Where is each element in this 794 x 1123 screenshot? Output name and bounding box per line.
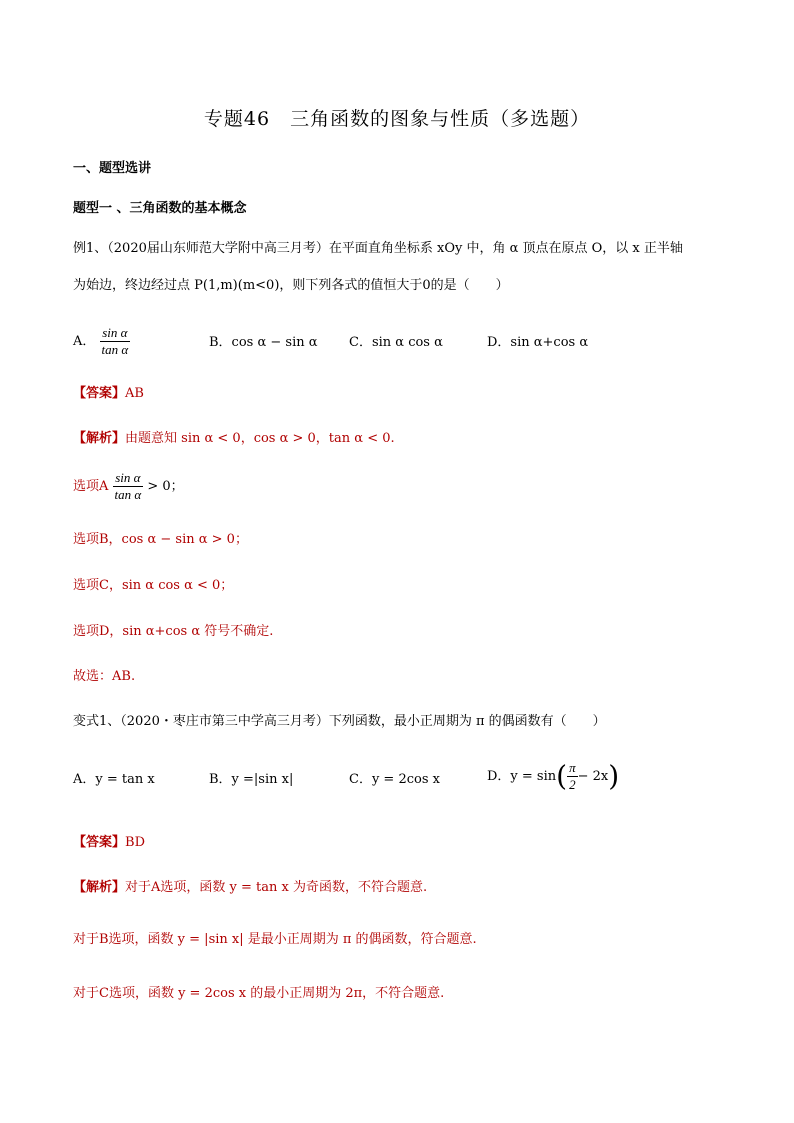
variation1-analysis-c: 对于C选项，函数 y = 2cos x 的最小正周期为 2π，不符合题意. bbox=[73, 986, 445, 1001]
variation1-analysis-a bbox=[73, 879, 427, 897]
variation1-line1: 变式1、（2020・枣庄市第三中学高三月考）下列函数，最小正周期为 π 的偶函数有（ ） bbox=[73, 714, 606, 729]
analysis-text: 由题意知 sin α < 0，cos α > 0，tan α < 0. bbox=[125, 431, 395, 446]
example1-option-a bbox=[73, 325, 130, 358]
page-title: 专题46 三角函数的图象与性质（多选题） bbox=[203, 108, 591, 130]
answer-value: BD bbox=[125, 835, 145, 850]
example1-option-d: D．sin α+cos α bbox=[487, 335, 589, 350]
right-paren-icon: ) bbox=[608, 759, 620, 793]
section-heading: 一、题型选讲 bbox=[73, 161, 152, 176]
variation1-option-b: B．y =|sin x| bbox=[209, 772, 294, 787]
example1-analysis-line bbox=[73, 430, 395, 448]
variation1-answer-line bbox=[73, 834, 145, 852]
analysis-tag: 【解析】 bbox=[73, 880, 126, 895]
example1-option-b: B．cos α − sin α bbox=[209, 335, 318, 350]
analysis-tag: 【解析】 bbox=[73, 431, 126, 446]
example1-line1: 例1、（2020届山东师范大学附中高三月考）在平面直角坐标系 xOy 中，角 α 顶点在原点 O，以 x 正半轴 bbox=[73, 241, 683, 256]
solution-a-denominator: tan α bbox=[114, 487, 142, 502]
option-d-numerator: π bbox=[569, 760, 576, 775]
left-paren-icon: ( bbox=[556, 759, 568, 793]
solution-c: 选项C，sin α cos α < 0； bbox=[73, 578, 234, 593]
option-d-denominator: 2 bbox=[567, 776, 578, 793]
solution-a-numerator: sin α bbox=[115, 470, 141, 485]
solution-a-suffix: > 0； bbox=[147, 479, 184, 494]
variation1-option-a: A．y = tan x bbox=[73, 772, 155, 787]
example1-line2: 为始边，终边经过点 P(1,m)(m<0)，则下列各式的值恒大于0的是（ ） bbox=[73, 278, 509, 293]
variation1-analysis-b: 对于B选项，函数 y = |sin x| 是最小正周期为 π 的偶函数，符合题意. bbox=[73, 932, 477, 947]
example1-option-c: C．sin α cos α bbox=[349, 335, 443, 350]
example1-answer-line bbox=[73, 385, 144, 403]
solution-a-prefix: 选项A bbox=[73, 479, 109, 494]
option-a-fraction bbox=[100, 325, 131, 358]
option-a-numerator: sin α bbox=[102, 325, 128, 340]
solution-d: 选项D，sin α+cos α 符号不确定. bbox=[73, 624, 274, 639]
variation1-option-c: C．y = 2cos x bbox=[349, 772, 440, 787]
solution-a bbox=[73, 470, 184, 503]
option-a-denominator: tan α bbox=[101, 342, 129, 357]
option-d-suffix: − 2x bbox=[577, 769, 609, 784]
answer-value: AB bbox=[125, 386, 144, 401]
solution-a-fraction bbox=[113, 470, 144, 503]
answer-tag: 【答案】 bbox=[73, 386, 126, 401]
analysis-a-text: 对于A选项，函数 y = tan x 为奇函数，不符合题意. bbox=[125, 880, 428, 895]
option-d-fraction bbox=[567, 760, 578, 793]
variation1-option-d bbox=[487, 760, 619, 793]
answer-tag: 【答案】 bbox=[73, 835, 126, 850]
option-d-prefix: D．y = sin bbox=[487, 769, 557, 784]
question-type-heading: 题型一 、三角函数的基本概念 bbox=[73, 201, 247, 216]
conclusion: 故选：AB. bbox=[73, 669, 136, 684]
solution-b: 选项B，cos α − sin α > 0； bbox=[73, 532, 248, 547]
option-a-label: A． bbox=[73, 334, 96, 349]
